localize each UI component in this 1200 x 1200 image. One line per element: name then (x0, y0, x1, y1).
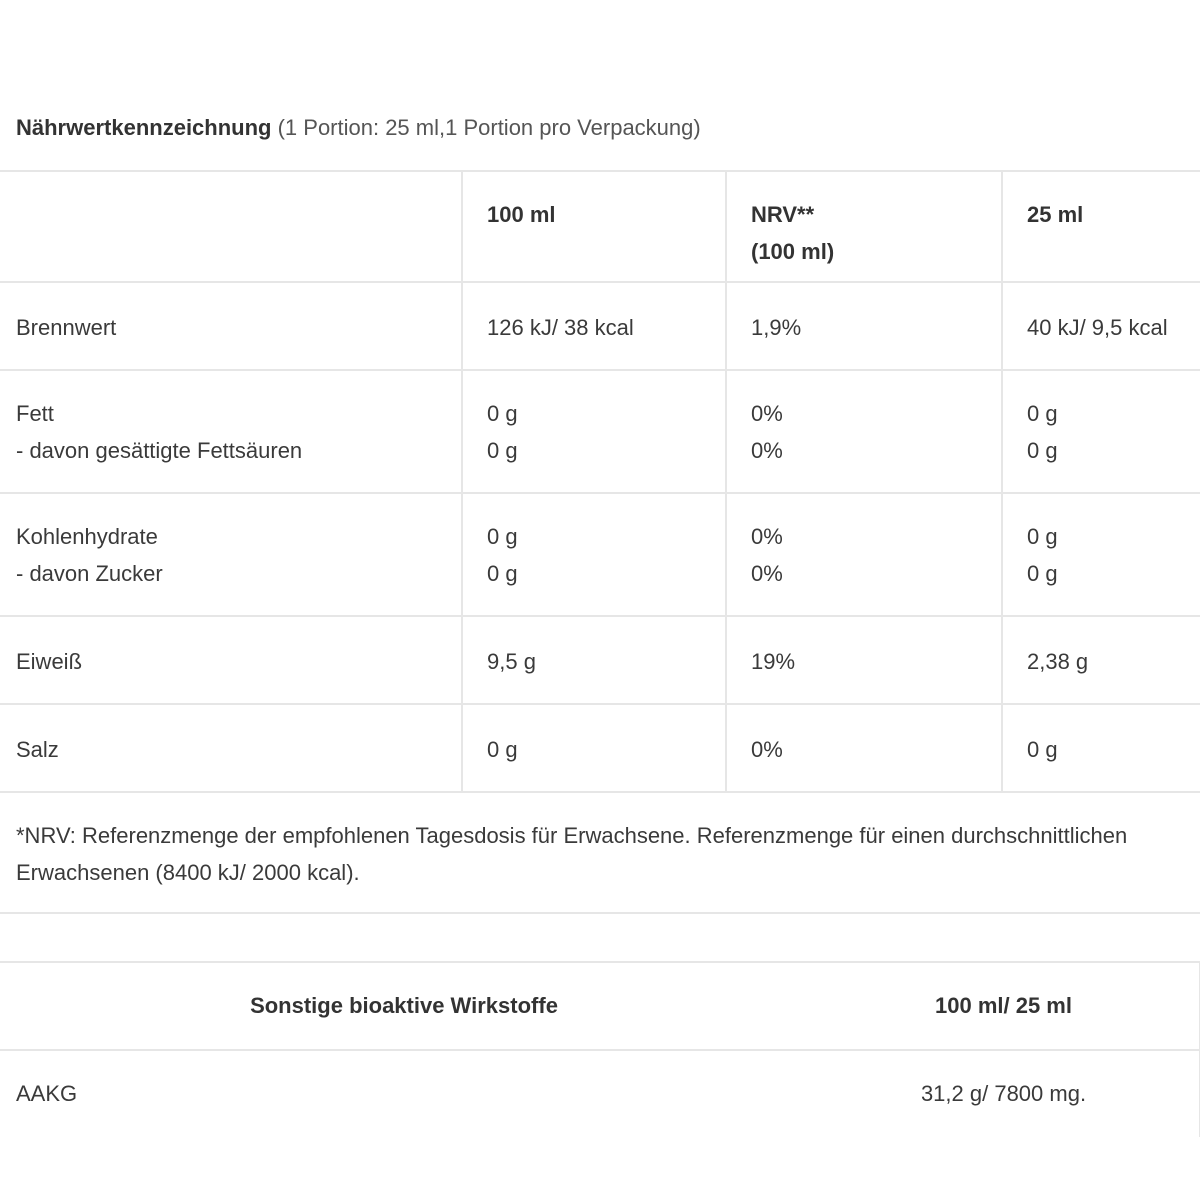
cell-line: Kohlenhydrate (16, 524, 158, 549)
value-25ml (1002, 370, 1200, 493)
cell-line: 2,38 g (1027, 649, 1089, 674)
nrv-footnote: *NRV: Referenzmenge der empfohlenen Tagesdosis für Erwachsene. Referenzmenge für einen durchschnittlichen Erwachsenen (8400 kJ/ 2000 kcal). (0, 792, 1200, 913)
nutrient-label (0, 704, 462, 792)
cell-line: 0% (751, 401, 783, 426)
cell-line: 0 g (487, 737, 518, 762)
cell-line: 40 kJ/ 9,5 kcal (1027, 315, 1168, 340)
cell-line: 0 g (487, 401, 518, 426)
bioactive-value: 31,2 g/ 7800 mg. (808, 1050, 1200, 1137)
table-row (0, 616, 1200, 704)
header-cell-100ml (462, 171, 726, 282)
nutrition-header-row (0, 171, 1200, 282)
value-25ml (1002, 704, 1200, 792)
nutrient-label (0, 616, 462, 704)
value-100ml (462, 493, 726, 616)
cell-line: 0 g (1027, 524, 1058, 549)
value-100ml (462, 370, 726, 493)
cell-line: NRV** (751, 202, 815, 227)
value-25ml (1002, 282, 1200, 370)
value-100ml (462, 282, 726, 370)
value-nrv (726, 370, 1002, 493)
value-nrv (726, 704, 1002, 792)
nutrition-heading (16, 112, 701, 144)
cell-line: 0% (751, 737, 783, 762)
cell-line: Eiweiß (16, 649, 83, 674)
bioactive-header-amount: 100 ml/ 25 ml (808, 962, 1200, 1050)
footnote-row (0, 792, 1200, 913)
bioactive-header-label: Sonstige bioaktive Wirkstoffe (0, 962, 808, 1050)
cell-line: 0% (751, 438, 783, 463)
value-100ml (462, 704, 726, 792)
cell-line: Fett (16, 401, 54, 426)
bioactive-table (0, 961, 1200, 1137)
cell-line: 0 g (1027, 561, 1058, 586)
cell-line: 19% (751, 649, 796, 674)
cell-line: 0 g (1027, 438, 1058, 463)
header-cell-nrv (726, 171, 1002, 282)
cell-line: 0 g (487, 561, 518, 586)
cell-line: 0 g (1027, 737, 1058, 762)
nutrition-heading-portion: (1 Portion: 25 ml,1 Portion pro Verpackung) (271, 115, 701, 140)
value-nrv (726, 493, 1002, 616)
value-25ml (1002, 616, 1200, 704)
cell-line: 0% (751, 561, 783, 586)
nutrition-heading-title: Nährwertkennzeichnung (16, 115, 272, 140)
nutrient-label (0, 282, 462, 370)
header-cell-25ml (1002, 171, 1200, 282)
cell-line: 0 g (1027, 401, 1058, 426)
value-25ml (1002, 493, 1200, 616)
table-row (0, 282, 1200, 370)
cell-line: Salz (16, 737, 59, 762)
cell-line: (100 ml) (751, 239, 835, 264)
nutrient-label (0, 493, 462, 616)
bioactive-header-row (0, 962, 1200, 1050)
bioactive-label: AAKG (0, 1050, 808, 1137)
nutrient-label (0, 370, 462, 493)
table-row (0, 493, 1200, 616)
header-cell-label (0, 171, 462, 282)
value-100ml (462, 616, 726, 704)
cell-line: 0 g (487, 438, 518, 463)
cell-line: - davon Zucker (16, 561, 163, 586)
cell-line: 126 kJ/ 38 kcal (487, 315, 634, 340)
value-nrv (726, 282, 1002, 370)
cell-line: Brennwert (16, 315, 117, 340)
cell-line: 1,9% (751, 315, 802, 340)
table-row (0, 704, 1200, 792)
table-row (0, 370, 1200, 493)
cell-line: 0% (751, 524, 783, 549)
cell-line: 25 ml (1027, 202, 1084, 227)
cell-line: 9,5 g (487, 649, 536, 674)
value-nrv (726, 616, 1002, 704)
nutrition-table (0, 170, 1200, 914)
table-row (0, 1050, 1200, 1137)
cell-line: 100 ml (487, 202, 556, 227)
cell-line: - davon gesättigte Fettsäuren (16, 438, 303, 463)
cell-line: 0 g (487, 524, 518, 549)
